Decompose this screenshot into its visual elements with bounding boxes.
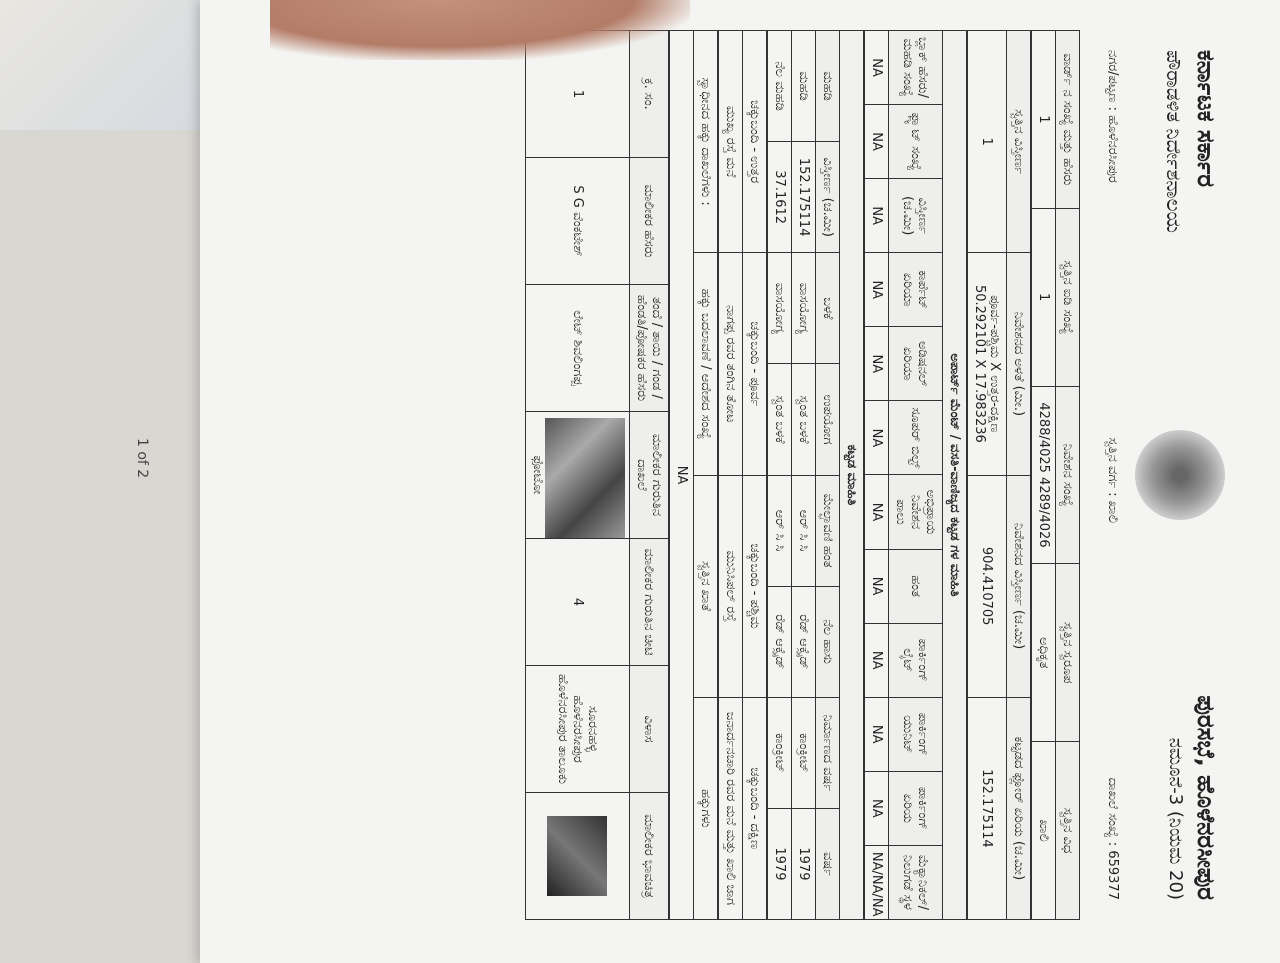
table-header: ವಿಳಾಸ bbox=[630, 666, 669, 793]
boundary-label: ಚಕ್ಕುಬಂದಿ - ದಕ್ಷಿಣ bbox=[743, 697, 767, 919]
table-header: ಫ್ಲ್ಯಾಟ್ ಸಂಖ್ಯೆ bbox=[889, 105, 943, 179]
table-cell: ಲೇಟ್ ಶಿವಲಿಂಗಪ್ಪ bbox=[526, 285, 630, 412]
table-header: ವರ್ಷ bbox=[816, 808, 840, 919]
table-cell: ಕಾಂಕ್ರೀಟ್ bbox=[792, 697, 816, 808]
city-label: ನಗರ/ಪಟ್ಟಣ : ಹೊಳೆನರಸೀಪುರ bbox=[1105, 50, 1120, 183]
table-row bbox=[526, 31, 630, 920]
table-header: ಸ್ವತ್ತಿನ ವಿಸ್ತೀರ್ಣ bbox=[1007, 31, 1031, 253]
department-name: ಪೌರಾಡಳಿತ ನಿರ್ದೇಶನಾಲಯ bbox=[1162, 50, 1186, 233]
table-cell: NA bbox=[865, 105, 889, 179]
table-header: ಪಾರ್ಕಿಂಗ್ ಯುನಿಟ್ bbox=[889, 697, 943, 771]
table-cell: 152.175114 bbox=[792, 142, 816, 253]
rights-detail: ಹಕ್ಕುಗಳು bbox=[694, 697, 718, 919]
header-subrow bbox=[1105, 50, 1120, 900]
table-cell: ಆರ್ ಸಿ ಸಿ bbox=[768, 475, 792, 586]
table-cell: ಫೋಟೋ bbox=[526, 412, 630, 539]
table-cell: ರೆಡ್ ಆಕ್ಸೈಡ್ bbox=[792, 586, 816, 697]
table-header: ನಿರ್ಮಾಣದ ವರ್ಷ bbox=[816, 697, 840, 808]
boundary-label: ಚಕ್ಕುಬಂದಿ - ಉತ್ತರ bbox=[743, 31, 767, 253]
property-type: ಸ್ವತ್ತಿನ ವರ್ಗ : ಖಾಲಿ bbox=[1105, 437, 1120, 524]
rights-label: ಸ್ವಾಧೀನದ ಹಕ್ಕು ದಾಖಲೆಗಳು : bbox=[694, 31, 718, 253]
table-cell: ಅಧಿಕೃತ bbox=[1032, 564, 1056, 742]
table-header: ಅಡಿಷನಲ್ ಏರಿಯಾ bbox=[889, 327, 943, 401]
property-table bbox=[1031, 30, 1080, 920]
municipality-title: ಪುರಸಭೆ, ಹೊಳೆನರಸೀಪುರ bbox=[1192, 695, 1220, 900]
dimensions-table bbox=[967, 30, 1031, 920]
page-number: 1 of 2 bbox=[134, 438, 150, 479]
building-table bbox=[864, 30, 967, 920]
table-header: ಪಾರ್ಕಿಂಗ್ ಏರಿಯ bbox=[889, 771, 943, 845]
rights-detail: ಸ್ವತ್ತಿನ ಖಾತೆ bbox=[694, 475, 718, 697]
table-cell: ನೆಲ ಮಹಡಿ bbox=[768, 31, 792, 142]
table-header: ಮಾಲೀಕರ ಗುರುತಿನ ದಾಖಲೆ bbox=[630, 412, 669, 539]
table-cell: 4288/4025 4289/4026 bbox=[1032, 386, 1056, 564]
table-cell: ಮಹಡಿ bbox=[792, 31, 816, 142]
owner-signature-image bbox=[548, 816, 608, 896]
table-cell: NA bbox=[865, 401, 889, 475]
boundary-value: ಮುಖ್ಯ ರಸ್ತೆ ಮನೆ bbox=[719, 31, 743, 253]
owners-table bbox=[525, 30, 669, 920]
application-number: ದಾಖಲೆ ಸಂಖ್ಯೆ : 659377 bbox=[1105, 777, 1120, 900]
table-cell: ಖಾಲಿ bbox=[1032, 742, 1056, 920]
section-title: ಅಪಾರ್ಟ್ ಮೆಂಟ್ / ವಸತಿ-ವಾಣಿಜ್ಯದ ಕಟ್ಟಡ ಗಳ ಮಾಹಿತಿ bbox=[943, 31, 967, 920]
hand-fingers bbox=[270, 0, 690, 60]
boundary-value: ಮುನಿಸಿಪಲ್ ರಸ್ತೆ bbox=[719, 475, 743, 697]
table-cell: ವಾಸಯೋಗ್ಯ bbox=[792, 253, 816, 364]
table-cell: 37.1612 bbox=[768, 142, 792, 253]
section-title: ಕಟ್ಟಡ ಮಾಹಿತಿ bbox=[840, 31, 864, 920]
table-cell: NA bbox=[865, 31, 889, 105]
table-cell: 1 bbox=[1032, 31, 1056, 209]
table-header: ನಿವೇಶನದ ವಿಸ್ತೀರ್ಣ (ಚ.ಮೀ) bbox=[1007, 475, 1031, 697]
rights-detail: ಹಕ್ಕು ಬದಲಾವಣೆ / ಆದೇಶದ ಸಂಖ್ಯೆ bbox=[694, 253, 718, 475]
table-cell: NA bbox=[865, 475, 889, 549]
table-header: ಕಾರ್ಪೆಟ್ ಏರಿಯಾ bbox=[889, 253, 943, 327]
table-cell: 1 bbox=[968, 31, 1007, 253]
table-header: ಅಭಿಪ್ರಾಯ ನಿವೇಶನ ಪಾಲು bbox=[889, 475, 943, 549]
table-header: ಮೆಕ್ಯಾನಿಕಲ್/ನಿಲುಗಡೆ ಸ್ಥಳ bbox=[889, 845, 943, 919]
boundary-label: ಚಕ್ಕುಬಂದಿ - ಪೂರ್ವ bbox=[743, 253, 767, 475]
table-cell: 904.410705 bbox=[968, 475, 1007, 697]
table-header: ವಿಸ್ತೀರ್ಣ (ಚ.ಮೀ) bbox=[816, 142, 840, 253]
table-cell bbox=[526, 793, 630, 920]
table-cell: 1 bbox=[526, 31, 630, 158]
table-cell: NA bbox=[865, 549, 889, 623]
table-header: ಪಾರ್ಕಿಂಗ್ ಲೈಟ್ bbox=[889, 623, 943, 697]
table-header: ಉಪಯೋಗ bbox=[816, 364, 840, 475]
table-header: ಸೂಪರ್ ಬಿಲ್ಟ್ bbox=[889, 401, 943, 475]
table-cell: NA/NA/NA bbox=[865, 845, 889, 919]
table-header: ಹಂತ bbox=[889, 549, 943, 623]
table-header: ಬ್ಲಾಕ್ ಹೆಸರು/ ಮಹಡಿ ಸಂಖ್ಯೆ bbox=[889, 31, 943, 105]
document-header bbox=[1080, 10, 1250, 940]
table-cell: ಆರ್ ಸಿ ಸಿ bbox=[792, 475, 816, 586]
table-header: ನಿವೇಶನದ ಅಳತೆ (ಮೀ.) bbox=[1007, 253, 1031, 475]
table-header: ಮೇಲ್ಛಾವಣಿ ಹಂತ bbox=[816, 475, 840, 586]
main-area bbox=[525, 30, 1080, 920]
table-cell: 1 bbox=[1032, 208, 1056, 386]
table-header: ಸ್ವತ್ತಿನ ವಿಧ bbox=[1056, 742, 1080, 920]
boundary-value: ಜನಾರ್ದನಚಾರಿ ರವರ ಮನೆ ಮತ್ತು ಖಾಲಿ ಜಾಗ bbox=[719, 697, 743, 919]
table-header: ಸ್ವತ್ತಿನ ಸ್ವರೂಪ bbox=[1056, 564, 1080, 742]
table-cell: ರೆಡ್ ಆಕ್ಸೈಡ್ bbox=[768, 586, 792, 697]
header-right bbox=[1165, 695, 1220, 900]
table-cell: 1979 bbox=[768, 808, 792, 919]
table-row bbox=[792, 31, 816, 920]
header-left bbox=[1162, 50, 1220, 233]
table-cell: S G ವೆಂಕಟೇಶ್ bbox=[526, 158, 630, 285]
table-cell: 4 bbox=[526, 539, 630, 666]
owner-photo bbox=[545, 418, 625, 538]
boundary-label: ಚಕ್ಕುಬಂದಿ - ಪಶ್ಚಿಮ bbox=[743, 475, 767, 697]
table-cell: ವಾಸಯೋಗ್ಯ bbox=[768, 253, 792, 364]
table-cell: NA bbox=[865, 179, 889, 253]
table-cell: ಸ್ವಂತ ಬಳಕೆ bbox=[768, 364, 792, 475]
table-cell: ಸೂರನಹಳ್ಳಿ ಹೊಳೆನರಸೀಪುರ ಹೊಳೆನರಸೀಪುರ ತಾಲೂಕು bbox=[526, 666, 630, 793]
rights-table bbox=[669, 30, 718, 920]
table-cell: NA bbox=[865, 697, 889, 771]
table-header: ತಂದೆ / ತಾಯಿ / ಗಂಡ / ಹೆಂಡತಿ/ಪೋಷಕರ ಹೆಸರು bbox=[630, 285, 669, 412]
table-cell: ಪೂರ್ವ-ಪಶ್ಚಿಮ X ಉತ್ತರ-ದಕ್ಷಿಣ 50.292101 X 17.983236 bbox=[968, 253, 1007, 475]
table-cell: 1979 bbox=[792, 808, 816, 919]
boundaries-table bbox=[718, 30, 767, 920]
form-number: ನಮೂನೆ-3 (ನಿಯಮ 20) bbox=[1165, 737, 1186, 900]
table-header: ವಾರ್ಡ್ ನ ಸಂಖ್ಯೆ ಮತ್ತು ಹೆಸರು bbox=[1056, 31, 1080, 209]
table-header: ನಿವೇಶನ ಸಂಖ್ಯೆ bbox=[1056, 386, 1080, 564]
state-emblem-icon bbox=[1135, 430, 1225, 520]
table-header: ಮಾಲೀಕರ ಭಾವಚಿತ್ರ bbox=[630, 793, 669, 920]
government-name: ಕರ್ನಾಟಕ ಸರ್ಕಾರ bbox=[1192, 50, 1220, 188]
table-cell: NA bbox=[865, 623, 889, 697]
table-header: ಸ್ವತ್ತಿನ ಐಡಿ ಸಂಖ್ಯೆ bbox=[1056, 208, 1080, 386]
table-header: ಮಹಡಿ bbox=[816, 31, 840, 142]
table-cell: 152.175114 bbox=[968, 697, 1007, 919]
rights-value: NA bbox=[670, 31, 694, 920]
table-cell: NA bbox=[865, 771, 889, 845]
table-header: ನೆಲ ಹಾಸು bbox=[816, 586, 840, 697]
table-row bbox=[768, 31, 792, 920]
table-header: ಕ್ರ. ಸಂ. bbox=[630, 31, 669, 158]
boundary-value: ನಾಗಪ್ಪ ರವರ ತಂಗಿನ ತೋಟ bbox=[719, 253, 743, 475]
table-header: ವಿಸ್ತೀರ್ಣ (ಚ.ಮೀ) bbox=[889, 179, 943, 253]
table-header: ಬಳಕೆ bbox=[816, 253, 840, 364]
document-page bbox=[210, 10, 1250, 940]
table-header: ಕಟ್ಟಡದ ಫ್ಲೋರ್ ಏರಿಯ (ಚ.ಮೀ) bbox=[1007, 697, 1031, 919]
table-header: ಮಾಲೀಕರ ಗುರುತಿನ ಚೀಟಿ bbox=[630, 539, 669, 666]
table-header: ಮಾಲೀಕರ ಹೆಸರು bbox=[630, 158, 669, 285]
table-cell: NA bbox=[865, 327, 889, 401]
table-cell: ಸ್ವಂತ ಬಳಕೆ bbox=[792, 364, 816, 475]
table-cell: ಕಾಂಕ್ರೀಟ್ bbox=[768, 697, 792, 808]
construction-table bbox=[767, 30, 864, 920]
table-cell: NA bbox=[865, 253, 889, 327]
